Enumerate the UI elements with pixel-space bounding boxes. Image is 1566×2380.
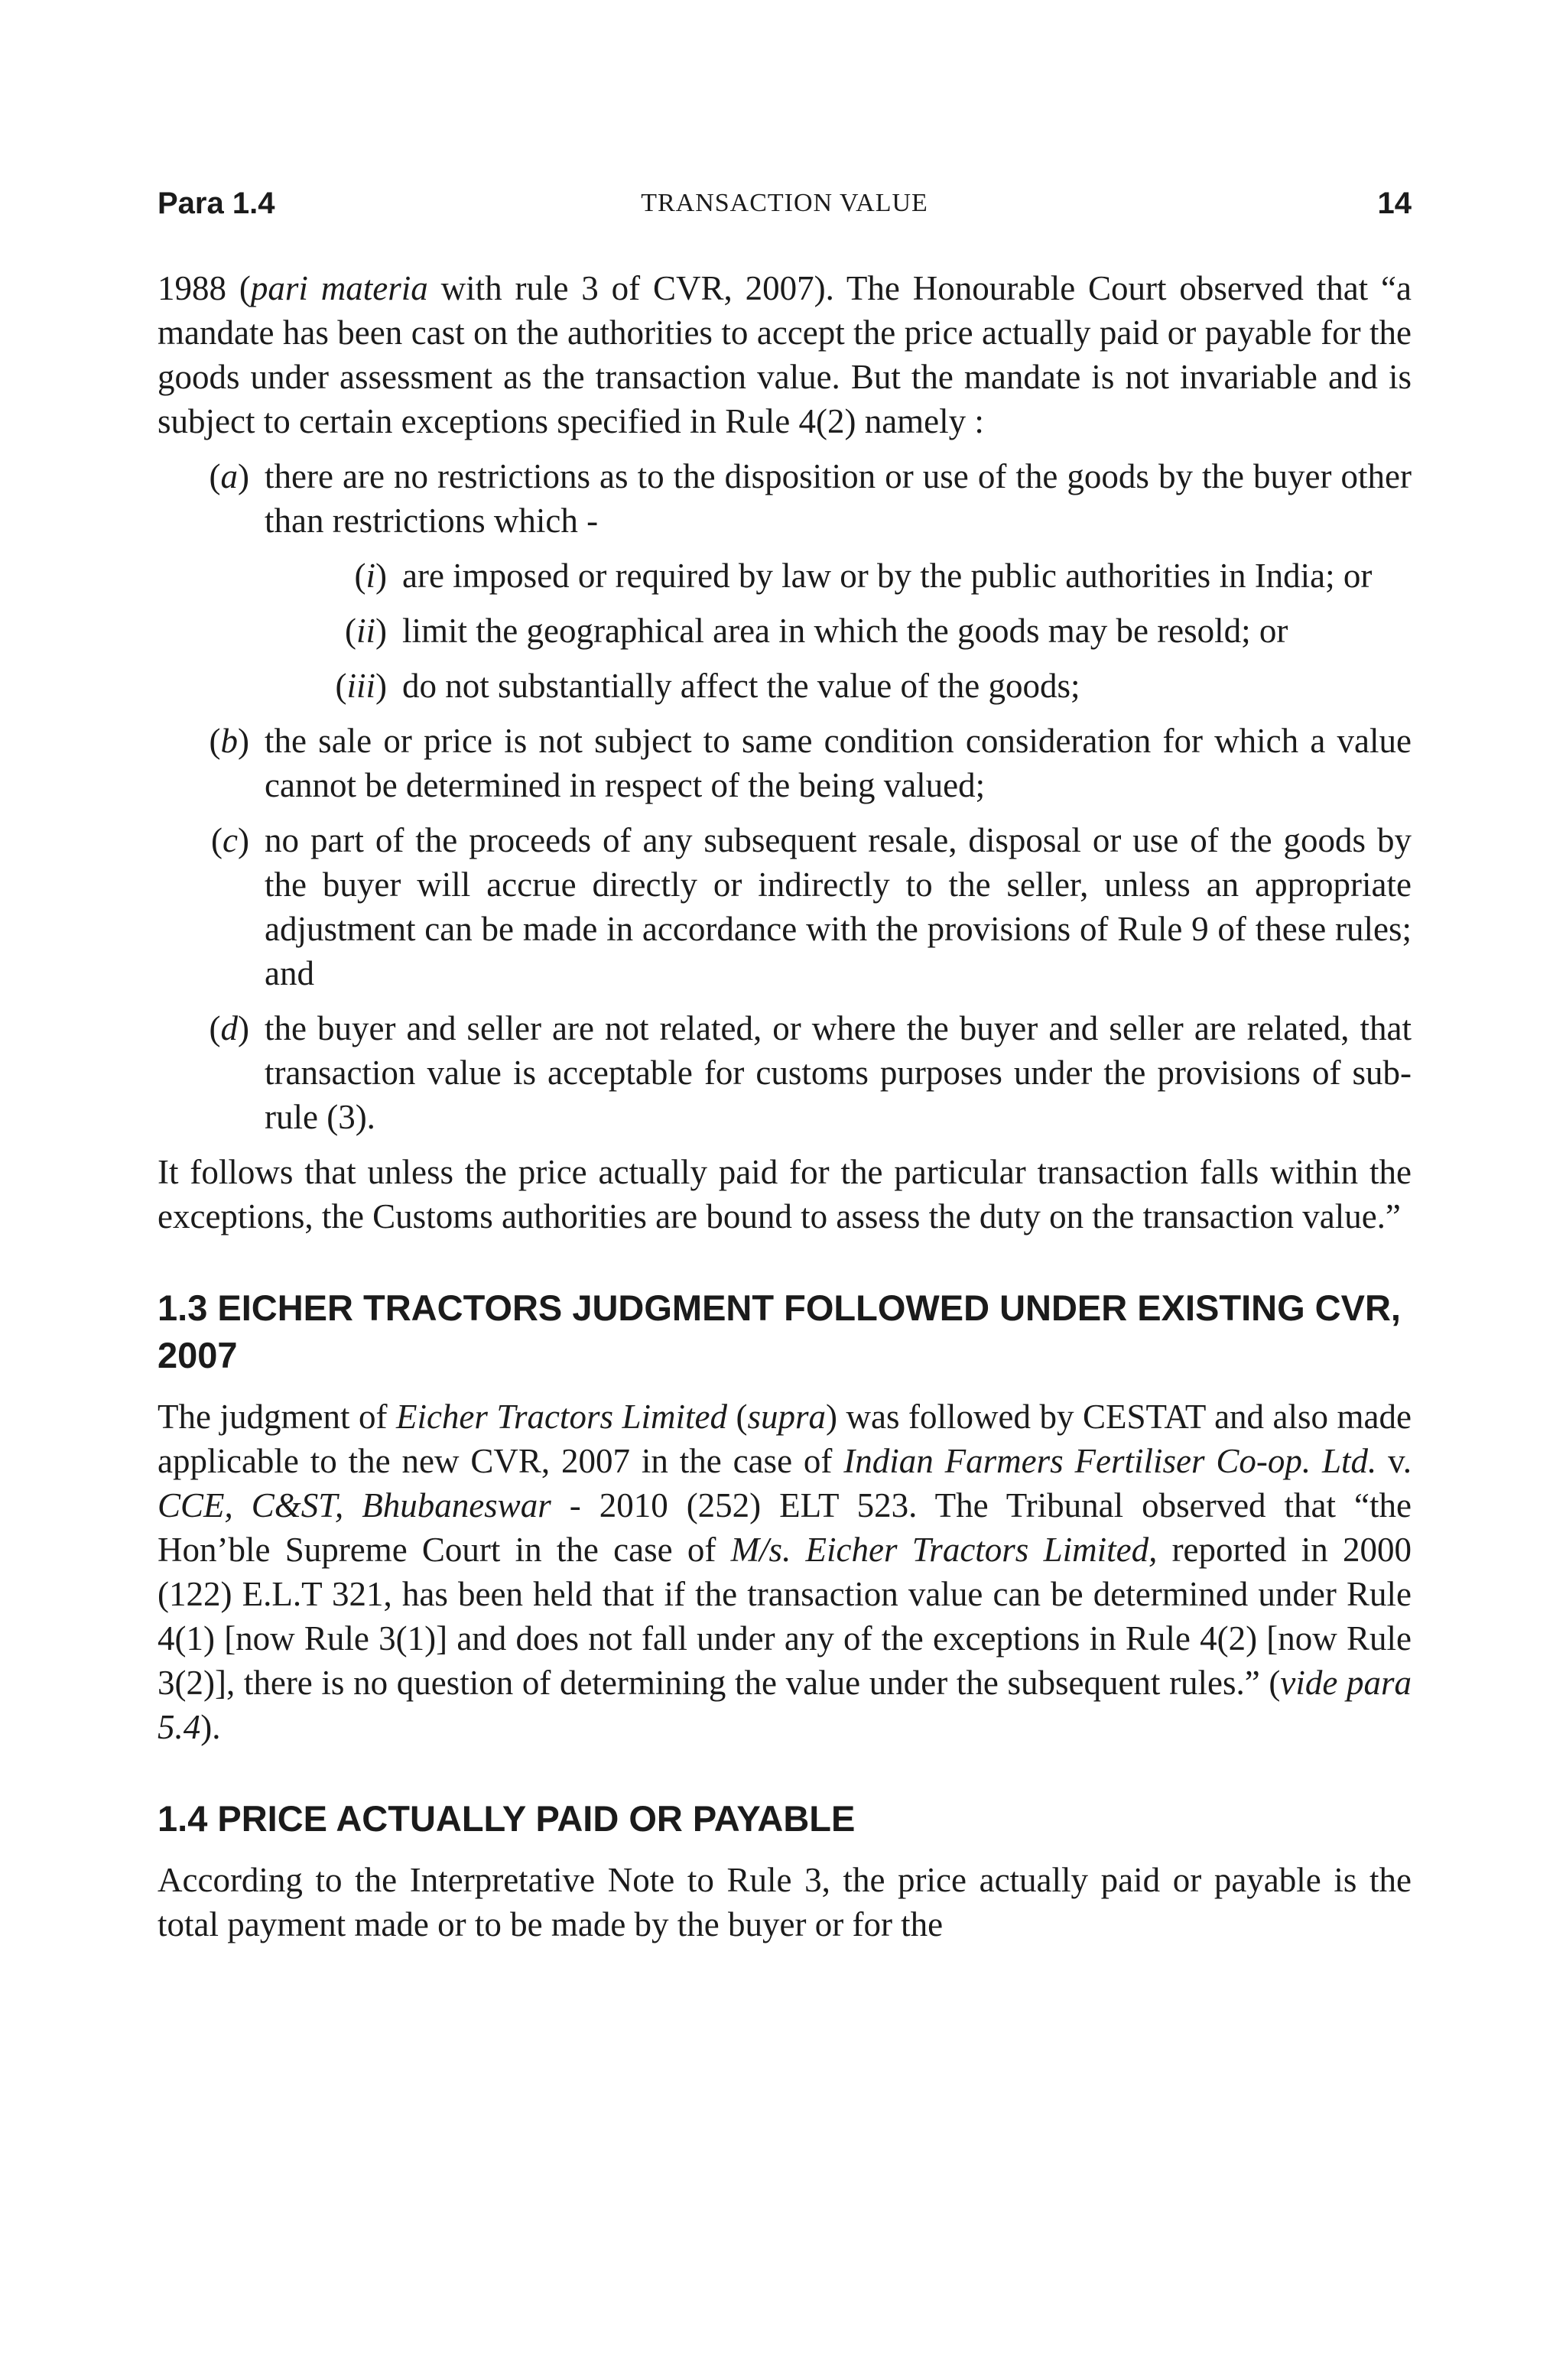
paragraph-eicher: The judgment of Eicher Tractors Limited (supra) was followed by CESTAT and also made applicable to the new CVR, 2007 in the case of Indian Farmers Fertiliser Co-op. Ltd. v. CCE, C&ST, Bhubaneswar - 2010 (252) ELT 523. The Tribunal observed that “the Hon’ble Supreme Court in the case of M/s. Eicher Tractors Limited, reported in 2000 (122) E.L.T 321, has been held that if the transaction value can be determined under Rule 4(1) [now Rule 3(1)] and does not fall under any of the exceptions in Rule 4(2) [now Rule 3(2)], there is no question of determining the value under the subsequent rules.” (vide para 5.4). <box>158 1398 1412 1746</box>
list-label: (d) <box>209 1009 249 1047</box>
list-item-c <box>158 818 1412 995</box>
page-number: 14 <box>1377 187 1412 220</box>
list-item-d <box>158 1006 1412 1139</box>
text-run: 1988 ( <box>158 269 251 307</box>
list-item-b <box>158 719 1412 807</box>
list-text: do not substantially affect the value of the goods; <box>402 667 1080 705</box>
paragraph-interpretative-note: According to the Interpretative Note to Rule 3, the price actually paid or payable is the total payment made or to be made by the buyer or for the <box>158 1861 1412 1943</box>
list-text: the sale or price is not subject to same condition consideration for which a value cannot be determined in respect of the being valued; <box>265 722 1412 804</box>
text-run: with rule 3 of CVR, 2007). The Honourable Court observed that “a mandate has been cast on the authorities to accept the price actually paid or payable for the goods under assessment as the transaction value. But the mandate is not invariable and is subject to certain exceptions specified in Rule 4(2) namely : <box>158 269 1412 440</box>
list-item-a <box>158 454 1412 543</box>
list-label: (a) <box>209 457 249 495</box>
list-text: are imposed or required by law or by the public authorities in India; or <box>402 557 1373 595</box>
list-label: (i) <box>354 557 387 595</box>
list-text: limit the geographical area in which the goods may be resold; or <box>402 612 1288 650</box>
section-heading-1-4: 1.4 PRICE ACTUALLY PAID OR PAYABLE <box>158 1798 856 1839</box>
list-text: the buyer and seller are not related, or where the buyer and seller are related, that transaction value is acceptable for customs purposes under the provisions of sub-rule (3). <box>265 1009 1412 1136</box>
header-title: TRANSACTION VALUE <box>641 189 928 217</box>
paragraph-conclusion: It follows that unless the price actually paid for the particular transaction falls within the exceptions, the Customs authorities are bound to assess the duty on the transaction value.” <box>158 1153 1412 1235</box>
list-item-a-i <box>158 554 1412 598</box>
paragraph-intro <box>158 266 1412 443</box>
list-label: (ii) <box>344 612 387 650</box>
list-item-a-iii <box>158 664 1412 708</box>
header-para-ref: Para 1.4 <box>158 187 275 220</box>
page-body <box>158 266 1412 1947</box>
italic-run: pari materia <box>250 269 428 307</box>
list-item-a-ii <box>158 609 1412 653</box>
list-label: (c) <box>211 821 249 859</box>
list-label: (b) <box>209 722 249 760</box>
list-text: no part of the proceeds of any subsequent resale, disposal or use of the goods by the buyer will accrue directly or indirectly to the seller, unless an appropriate adjustment can be made in accordance with the provisions of Rule 9 of these rules; and <box>265 821 1412 992</box>
running-header <box>158 173 1412 234</box>
list-text: there are no restrictions as to the disposition or use of the goods by the buyer other than restrictions which - <box>265 457 1412 540</box>
section-heading-1-3: 1.3 EICHER TRACTORS JUDGMENT FOLLOWED UNDER EXISTING CVR, 2007 <box>158 1287 1401 1375</box>
list-label: (iii) <box>335 667 387 705</box>
